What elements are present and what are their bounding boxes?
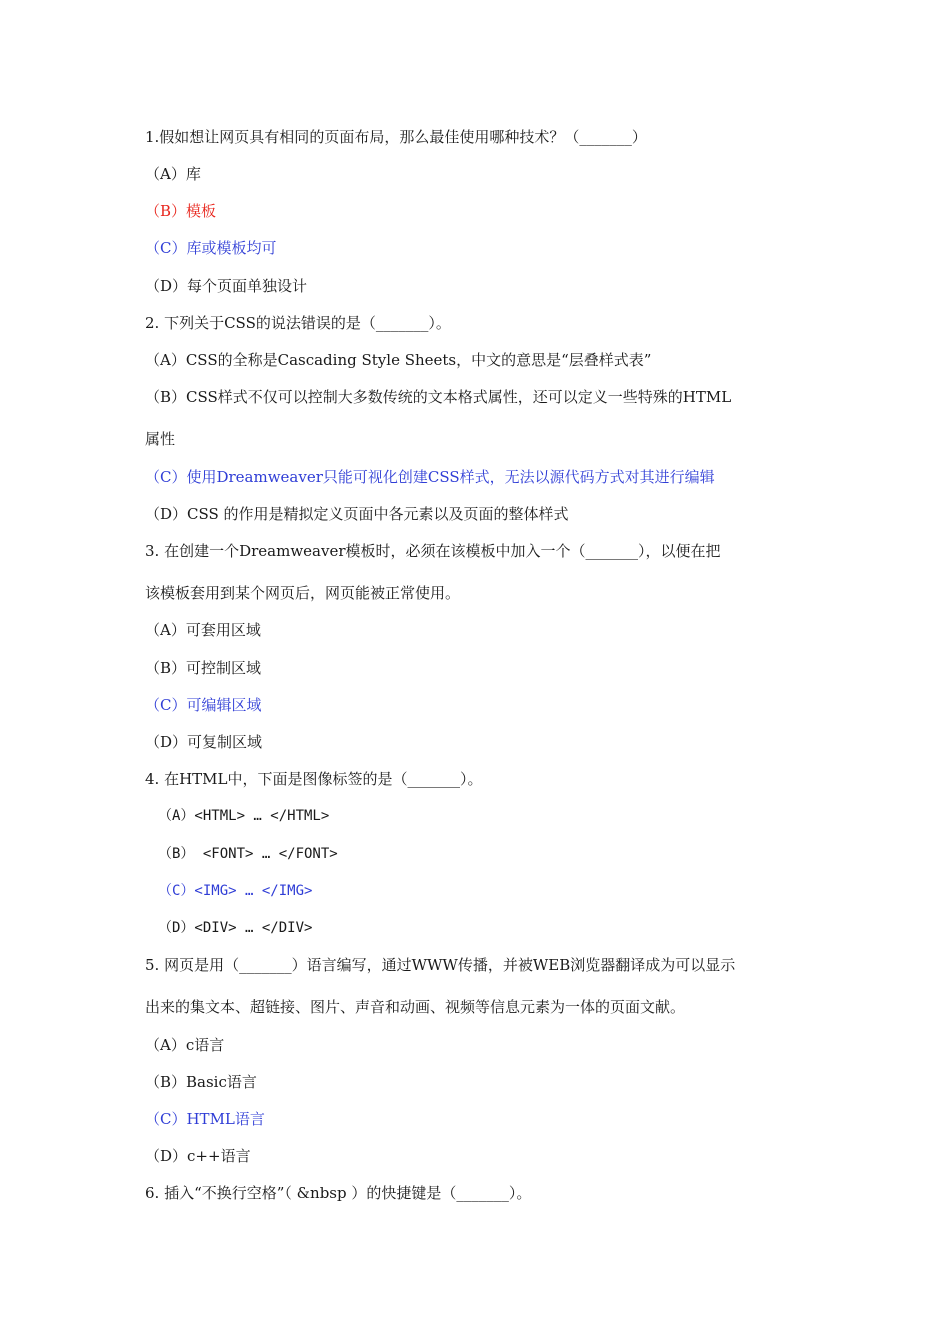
question-4: 4. 在HTML中，下面是图像标签的是（_______）。 <box>145 770 483 788</box>
q1-option-d: （D）每个页面单独设计 <box>145 277 308 295</box>
question-3-line1: 3. 在创建一个Dreamweaver模板时，必须在该模板中加入一个（_______），以便在把 <box>145 542 721 560</box>
q2-option-d: （D）CSS 的作用是精拟定义页面中各元素以及页面的整体样式 <box>145 505 569 523</box>
q4-option-c: （C）<IMG> … </IMG> <box>158 883 313 899</box>
question-5-line1: 5. 网页是用（_______）语言编写，通过WWW传播，并被WEB浏览器翻译成为可以显示 <box>145 956 736 974</box>
q4-option-d: （D）<DIV> … </DIV> <box>158 920 313 936</box>
question-6: 6. 插入“不换行空格”（ &nbsp ）的快捷键是（_______）。 <box>145 1184 532 1202</box>
q4-option-a: （A）<HTML> … </HTML> <box>158 808 330 824</box>
question-5-line2: 出来的集文本、超链接、图片、声音和动画、视频等信息元素为一体的页面文献。 <box>145 998 686 1016</box>
q2-option-b-line2: 属性 <box>145 430 176 448</box>
q3-option-b: （B）可控制区域 <box>145 659 262 677</box>
q3-option-a: （A）可套用区域 <box>145 621 261 639</box>
q2-option-c: （C）使用Dreamweaver只能可视化创建CSS样式，无法以源代码方式对其进行编辑 <box>145 468 715 486</box>
q4-option-b: （B） <FONT> … </FONT> <box>158 846 338 862</box>
q2-option-b-line1: （B）CSS样式不仅可以控制大多数传统的文本格式属性，还可以定义一些特殊的HTML <box>145 388 732 406</box>
question-1: 1.假如想让网页具有相同的页面布局，那么最佳使用哪种技术？（_______） <box>145 128 647 146</box>
q3-option-d: （D）可复制区域 <box>145 733 263 751</box>
q1-option-a: （A）库 <box>145 165 201 183</box>
q3-option-c: （C）可编辑区域 <box>145 696 262 714</box>
q1-option-b: （B）模板 <box>145 202 217 220</box>
q5-option-d: （D）c++语言 <box>145 1147 251 1165</box>
q5-option-b: （B）Basic语言 <box>145 1073 257 1091</box>
question-3-line2: 该模板套用到某个网页后，网页能被正常使用。 <box>145 584 461 602</box>
question-2: 2. 下列关于CSS的说法错误的是（_______）。 <box>145 314 451 332</box>
q5-option-a: （A）c语言 <box>145 1036 225 1054</box>
q2-option-a: （A）CSS的全称是Cascading Style Sheets，中文的意思是“层叠样式表” <box>145 351 652 369</box>
q1-option-c: （C）库或模板均可 <box>145 239 277 257</box>
q5-option-c: （C）HTML语言 <box>145 1110 265 1128</box>
